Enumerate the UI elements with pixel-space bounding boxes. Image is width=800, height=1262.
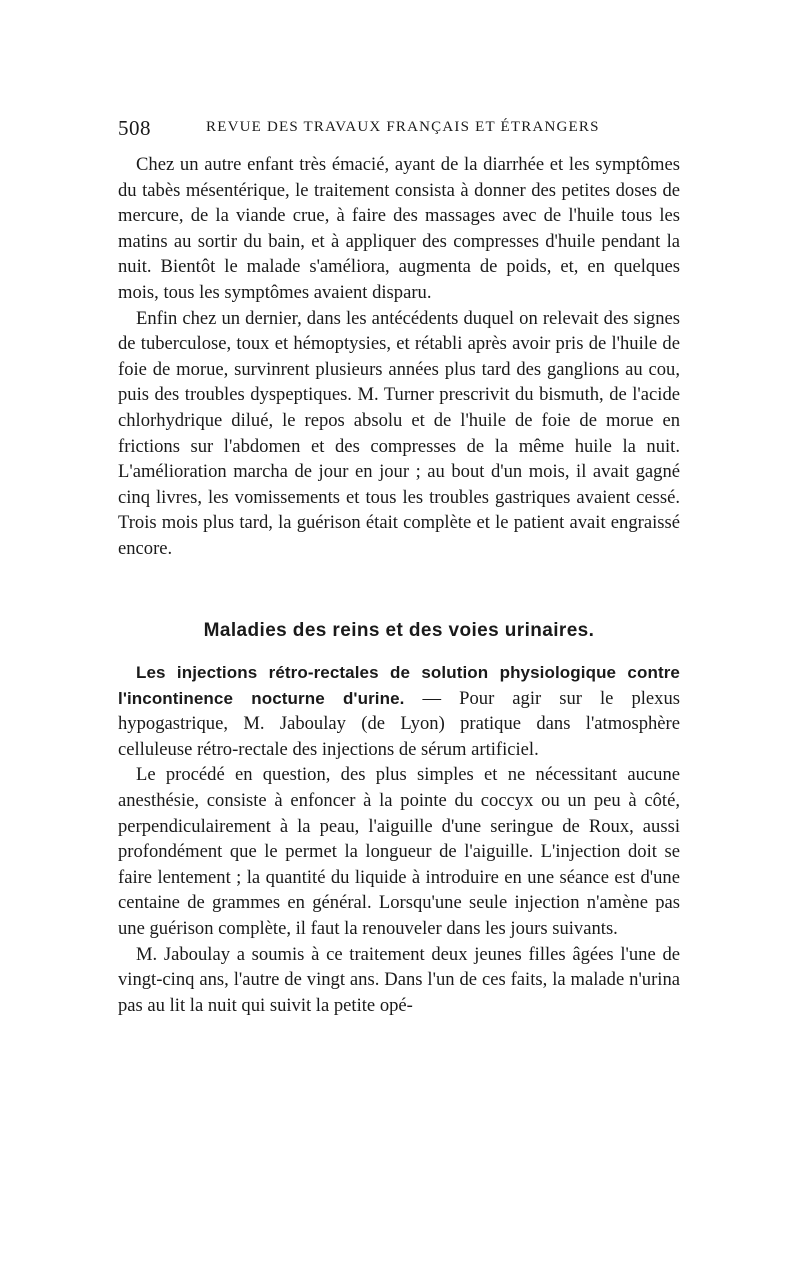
article-lead-title: Les injections rétro-rectales de solution physiologique contre l'incontinence nocturne d'urine.	[118, 663, 680, 708]
running-head: REVUE DES TRAVAUX FRANÇAIS ET ÉTRANGERS	[206, 119, 600, 135]
paragraph: Le procédé en question, des plus simples et ne nécessitant aucune anesthésie, consiste à enfoncer à la pointe du coccyx ou un peu à côté, perpendiculairement à la peau, l'aiguille d'une seringue de Roux, aussi profondément que le permet la longueur de l'aiguille. L'injection doit se faire lentement ; la quantité du liquide à introduire en une séance est d'une centaine de grammes en général. Lorsqu'une seule injection n'amène pas une guérison complète, il faut la renouveler dans les jours suivants.	[118, 764, 680, 939]
paragraph: Enfin chez un dernier, dans les antécédents duquel on relevait des signes de tuberculose, toux et hémoptysies, et rétabli après avoir pris de l'huile de foie de morue, survinrent plusieurs années plus tard des ganglions au cou, puis des troubles dyspeptiques. M. Turner prescrivit du bismuth, de l'acide chlorhydrique dilué, le repos absolu et de l'huile de foie de morue en frictions sur l'abdomen et des compresses de la même huile la nuit. L'amélioration marcha de jour en jour ; au bout d'un mois, il avait gagné cinq livres, les vomissements et tous les troubles gastriques avaient cessé. Trois mois plus tard, la guérison était complète et le patient avait engraissé encore.	[118, 307, 680, 559]
article-body	[118, 660, 680, 1018]
article-lead-paragraph	[118, 660, 680, 762]
paragraph: Chez un autre enfant très émacié, ayant de la diarrhée et les symptômes du tabès mésentérique, le traitement consista à donner des petites doses de mercure, de la viande crue, à faire des massages avec de l'huile tous les matins au sortir du bain, et à appliquer des compresses d'huile pendant la nuit. Bientôt le malade s'améliora, augmenta de poids, et, en quelques mois, tous les symptômes avaient disparu.	[118, 154, 680, 303]
article-lead-text: — Pour agir sur le plexus hypogastrique, M. Jaboulay (de Lyon) pratique dans l'atmosphère celluleuse rétro-rectale des injections de sérum artificiel.	[118, 687, 680, 760]
page-number: 508	[118, 116, 151, 140]
section-heading: Maladies des reins et des voies urinaires.	[203, 620, 595, 641]
paragraph: M. Jaboulay a soumis à ce traitement deux jeunes filles âgées l'une de vingt-cinq ans, l'autre de vingt ans. Dans l'un de ces faits, la malade n'urina pas au lit la nuit qui suivit la petite opé-	[118, 943, 680, 1016]
body-text-before	[118, 152, 680, 562]
page-header	[118, 116, 680, 140]
